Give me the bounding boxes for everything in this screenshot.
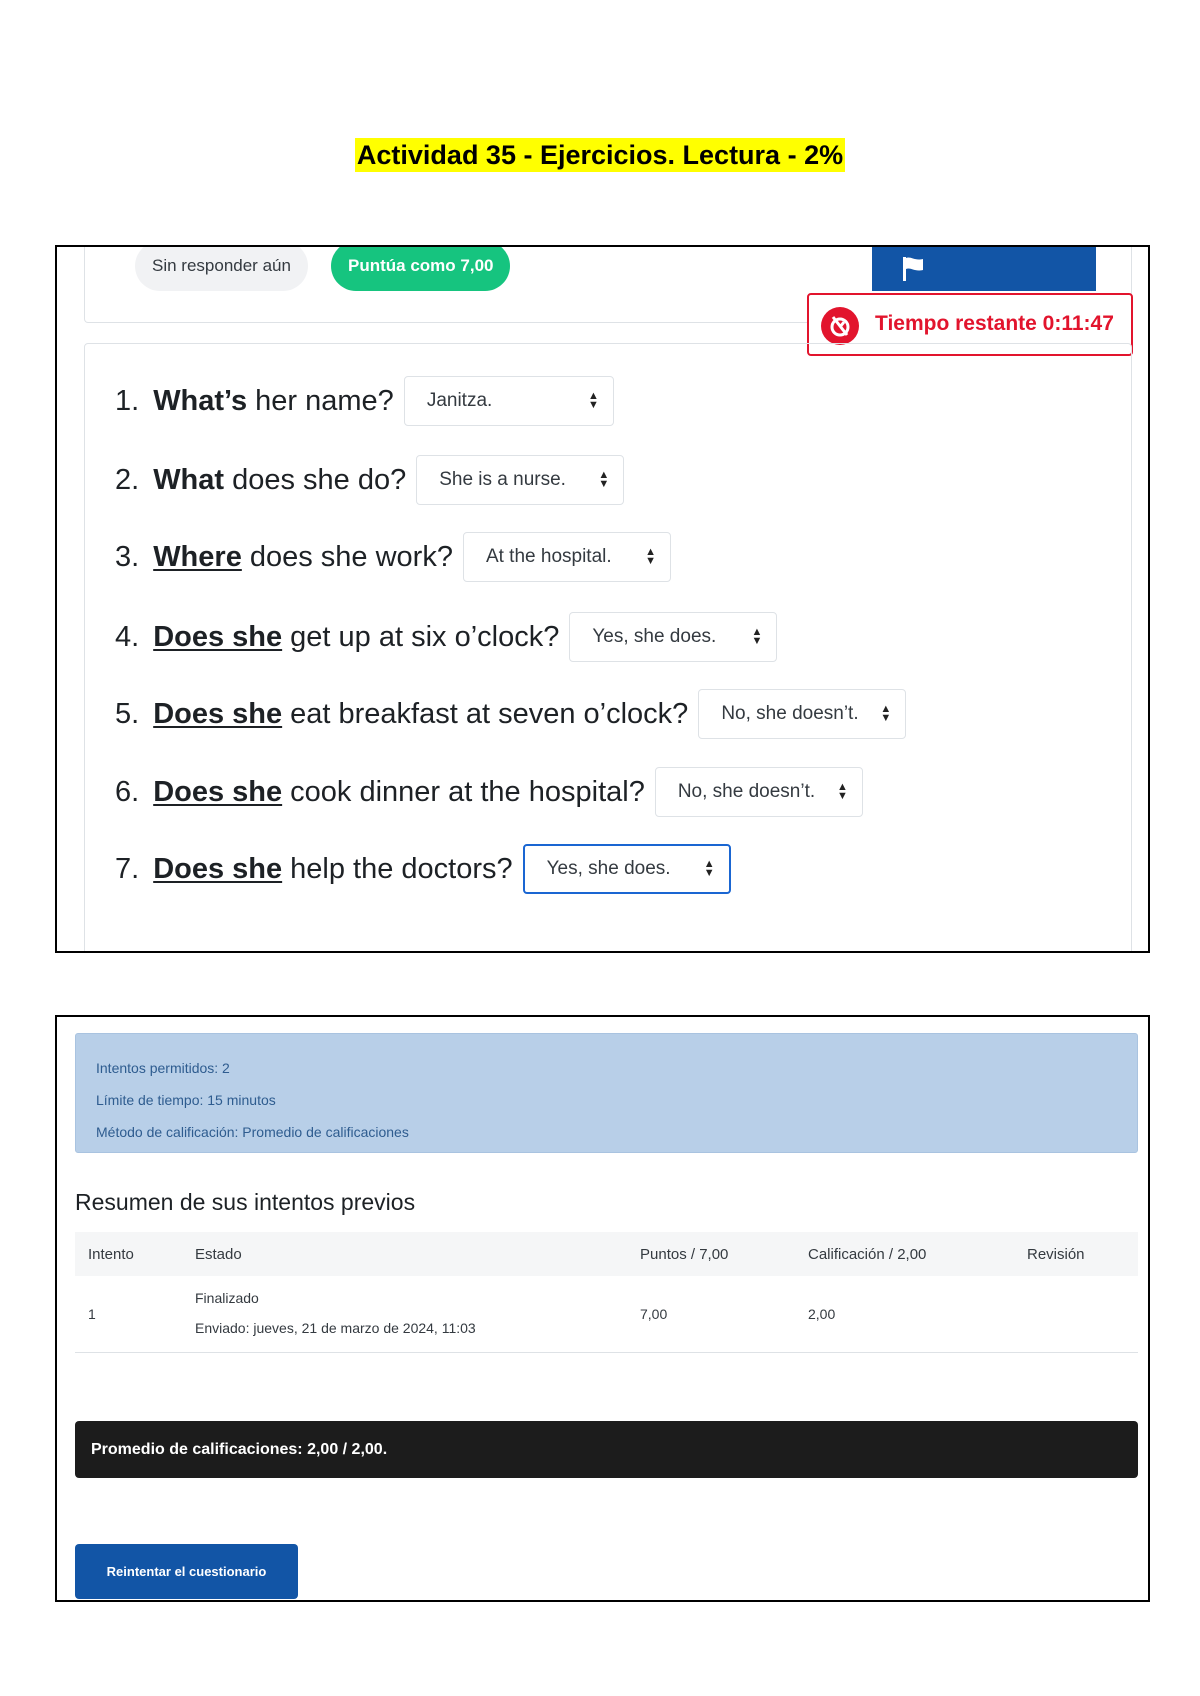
sort-caret-icon: ▲ ▼ bbox=[703, 858, 715, 879]
question-3 bbox=[115, 532, 671, 582]
answer-select-6[interactable] bbox=[655, 767, 863, 817]
attempt-state: Finalizado bbox=[195, 1290, 259, 1306]
selected-answer: No, she doesn’t. bbox=[677, 781, 816, 802]
answer-select-3[interactable] bbox=[463, 532, 671, 582]
selected-answer: Janitza. bbox=[426, 390, 493, 411]
time-limit: Límite de tiempo: 15 minutos bbox=[96, 1092, 276, 1108]
answer-select-5[interactable] bbox=[698, 689, 906, 739]
question-lead: What bbox=[153, 463, 225, 496]
sort-caret-icon: ▲ ▼ bbox=[587, 390, 599, 411]
question-lead: Does she bbox=[153, 697, 283, 730]
col-header-review: Revisión bbox=[1027, 1246, 1085, 1263]
average-grade-bar: Promedio de calificaciones: 2,00 / 2,00. bbox=[75, 1421, 1138, 1478]
quiz-summary-screenshot bbox=[55, 1015, 1150, 1602]
question-number: 3. bbox=[115, 540, 140, 573]
question-7 bbox=[115, 844, 731, 894]
sort-caret-icon: ▲ ▼ bbox=[645, 546, 656, 567]
question-lead: Does she bbox=[153, 620, 283, 653]
retry-quiz-button[interactable]: Reintentar el cuestionario bbox=[75, 1544, 298, 1599]
attempts-table bbox=[75, 1232, 1138, 1353]
grading-method: Método de calificación: Promedio de calificaciones bbox=[96, 1124, 409, 1140]
time-remaining-text: Tiempo restante 0:11:47 bbox=[875, 312, 1114, 335]
attempts-allowed: Intentos permitidos: 2 bbox=[96, 1060, 230, 1076]
document-title bbox=[0, 140, 1200, 171]
question-text: help the doctors? bbox=[290, 852, 513, 885]
question-text: her name? bbox=[255, 384, 394, 417]
stopwatch-icon bbox=[821, 307, 859, 345]
selected-answer: She is a nurse. bbox=[439, 469, 566, 490]
sort-caret-icon: ▲ ▼ bbox=[751, 626, 763, 647]
col-header-grade: Calificación / 2,00 bbox=[808, 1246, 927, 1263]
flag-question-button[interactable] bbox=[872, 247, 1096, 291]
table-row bbox=[75, 1276, 1138, 1353]
question-text: does she do? bbox=[232, 463, 407, 496]
question-1 bbox=[115, 376, 614, 426]
sort-caret-icon: ▲ ▼ bbox=[836, 781, 848, 802]
answer-select-7[interactable] bbox=[523, 844, 731, 894]
answer-select-1[interactable] bbox=[404, 376, 614, 426]
question-number: 2. bbox=[115, 463, 140, 496]
attempt-number: 1 bbox=[88, 1306, 96, 1322]
question-number: 5. bbox=[115, 697, 140, 730]
grade-badge: Puntúa como 7,00 bbox=[331, 245, 510, 291]
selected-answer: No, she doesn’t. bbox=[721, 703, 859, 724]
question-lead: Does she bbox=[153, 775, 283, 808]
question-text: cook dinner at the hospital? bbox=[290, 775, 645, 808]
attempt-points: 7,00 bbox=[640, 1306, 668, 1322]
selected-answer: At the hospital. bbox=[485, 546, 612, 567]
question-6 bbox=[115, 767, 863, 817]
question-lead: What’s bbox=[153, 384, 248, 417]
document-title-text: Actividad 35 - Ejercicios. Lectura - 2% bbox=[356, 140, 844, 170]
selected-answer: Yes, she does. bbox=[592, 626, 717, 647]
answer-select-2[interactable] bbox=[416, 455, 624, 505]
col-header-attempt: Intento bbox=[88, 1246, 134, 1263]
table-header bbox=[75, 1232, 1138, 1276]
question-5 bbox=[115, 689, 906, 739]
question-number: 6. bbox=[115, 775, 140, 808]
attempt-grade: 2,00 bbox=[808, 1306, 836, 1322]
question-card bbox=[84, 343, 1132, 953]
selected-answer: Yes, she does. bbox=[546, 858, 671, 879]
question-text: does she work? bbox=[249, 540, 453, 573]
quiz-question-screenshot bbox=[55, 245, 1150, 953]
question-4 bbox=[115, 612, 777, 662]
col-header-points: Puntos / 7,00 bbox=[640, 1246, 729, 1263]
question-number: 7. bbox=[115, 852, 140, 885]
quiz-info-box bbox=[75, 1033, 1138, 1153]
flag-icon bbox=[902, 257, 924, 281]
question-lead: Where bbox=[153, 540, 242, 573]
answer-select-4[interactable] bbox=[569, 612, 777, 662]
sort-caret-icon: ▲ ▼ bbox=[880, 703, 892, 724]
question-2 bbox=[115, 455, 624, 505]
col-header-state: Estado bbox=[195, 1246, 242, 1263]
summary-title: Resumen de sus intentos previos bbox=[75, 1189, 416, 1215]
question-number: 1. bbox=[115, 384, 140, 417]
question-text: get up at six o’clock? bbox=[290, 620, 560, 653]
sort-caret-icon: ▲ ▼ bbox=[598, 469, 610, 490]
question-text: eat breakfast at seven o’clock? bbox=[290, 697, 689, 730]
status-badge: Sin responder aún bbox=[135, 245, 308, 291]
question-lead: Does she bbox=[153, 852, 283, 885]
question-number: 4. bbox=[115, 620, 140, 653]
attempt-submitted: Enviado: jueves, 21 de marzo de 2024, 11:03 bbox=[195, 1320, 476, 1336]
